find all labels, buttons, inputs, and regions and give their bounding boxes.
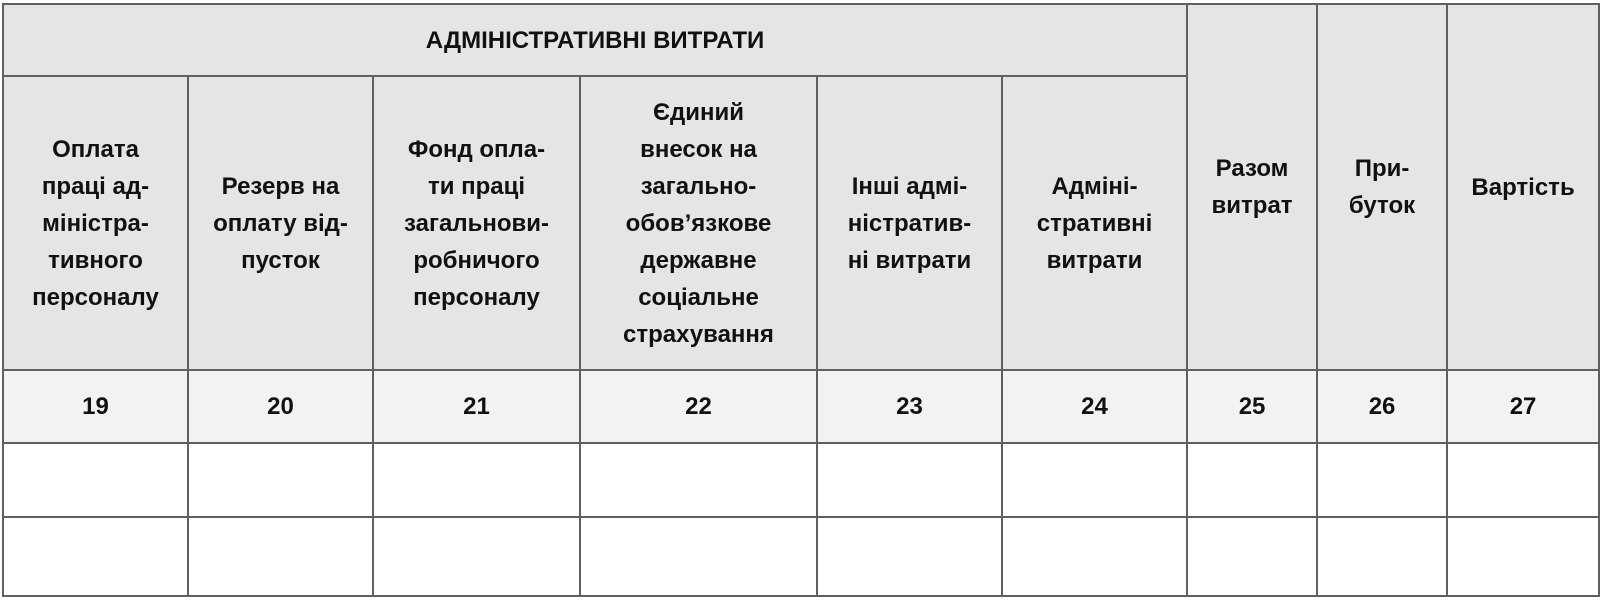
- empty-cell: [1187, 517, 1317, 596]
- administrative-expenses-table: [2, 3, 1600, 597]
- column-number: 22: [580, 370, 817, 442]
- empty-cell: [188, 443, 373, 518]
- header-vacation-reserve: Резерв на оплату від- пусток: [188, 76, 373, 370]
- header-admin-expenses: Адміні- стративні витрати: [1002, 76, 1187, 370]
- group-title-administrative-expenses: АДМІНІСТРАТИВНІ ВИТРАТИ: [3, 4, 1187, 76]
- empty-cell: [817, 517, 1002, 596]
- column-number-row: [3, 370, 1599, 442]
- header-profit: При- буток: [1317, 4, 1447, 370]
- column-number: 25: [1187, 370, 1317, 442]
- empty-cell: [1187, 443, 1317, 518]
- column-number: 27: [1447, 370, 1599, 442]
- header-total-expenses: Разом витрат: [1187, 4, 1317, 370]
- header-cost: Вартість: [1447, 4, 1599, 370]
- empty-cell: [373, 443, 580, 518]
- column-number: 21: [373, 370, 580, 442]
- empty-cell: [1317, 517, 1447, 596]
- group-header-row: [3, 4, 1599, 76]
- empty-cell: [3, 517, 188, 596]
- column-number: 19: [3, 370, 188, 442]
- empty-cell: [817, 443, 1002, 518]
- header-admin-staff-pay: Оплата праці ад- міністра- тивного персоналу: [3, 76, 188, 370]
- header-unified-social-contribution: Єдиний внесок на загально- обов’язкове державне соціальне страхування: [580, 76, 817, 370]
- empty-cell: [3, 443, 188, 518]
- empty-cell: [1447, 443, 1599, 518]
- column-number: 20: [188, 370, 373, 442]
- empty-cell: [1002, 517, 1187, 596]
- empty-cell: [580, 443, 817, 518]
- column-number: 24: [1002, 370, 1187, 442]
- empty-cell: [373, 517, 580, 596]
- empty-cell: [580, 517, 817, 596]
- empty-cell: [188, 517, 373, 596]
- empty-cell: [1447, 517, 1599, 596]
- empty-cell: [1002, 443, 1187, 518]
- column-number: 23: [817, 370, 1002, 442]
- table-row: [3, 517, 1599, 596]
- column-number: 26: [1317, 370, 1447, 442]
- header-production-staff-payroll-fund: Фонд опла- ти праці загальнови- робничого персоналу: [373, 76, 580, 370]
- header-other-admin-expenses: Інші адмі- ністратив- ні витрати: [817, 76, 1002, 370]
- table-row: [3, 443, 1599, 518]
- empty-cell: [1317, 443, 1447, 518]
